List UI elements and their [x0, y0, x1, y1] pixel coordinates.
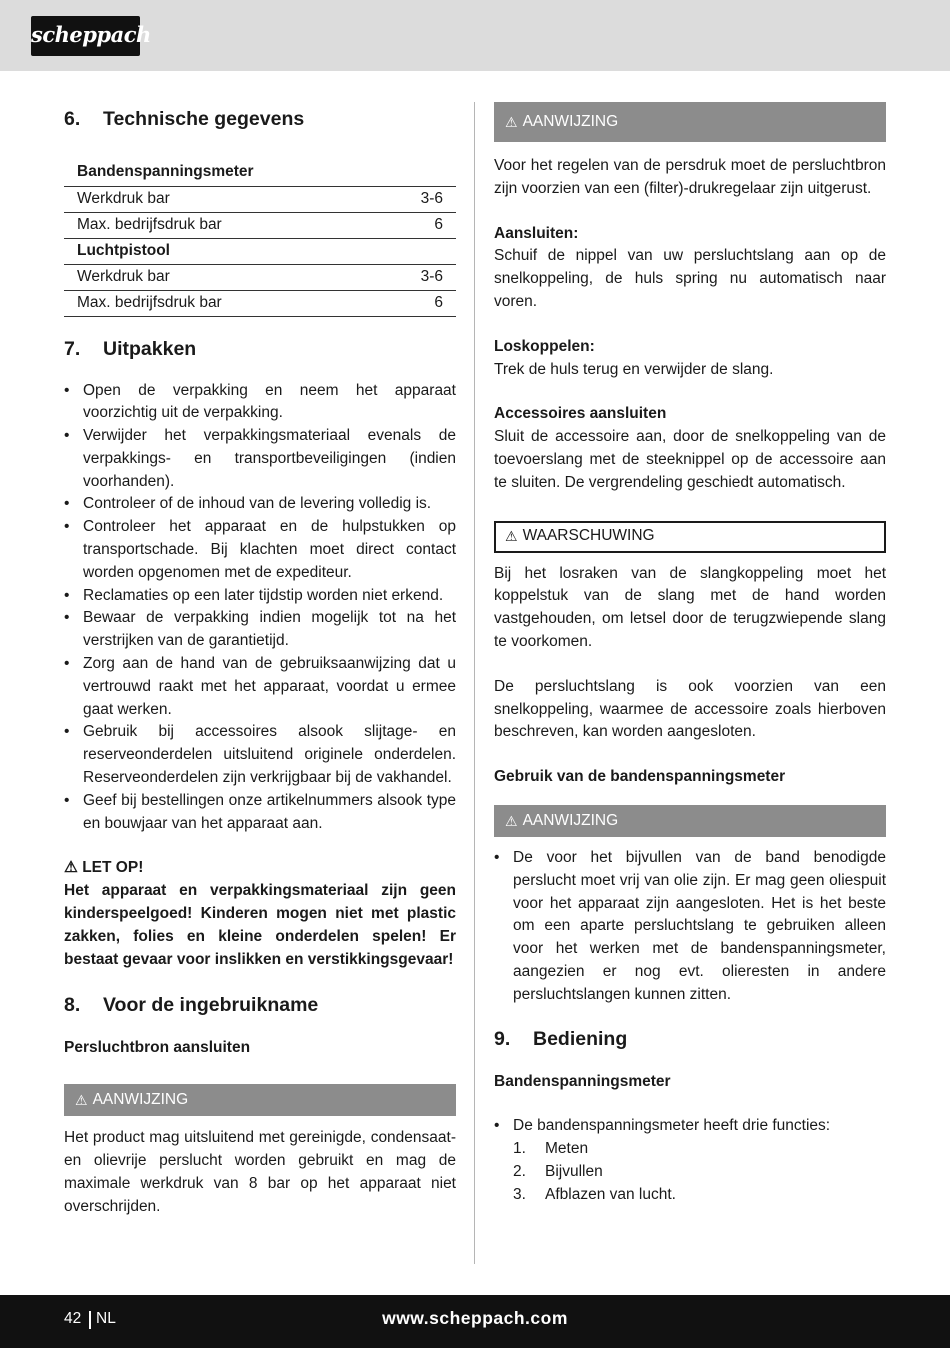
- table-group-label: Bandenspanningsmeter: [64, 160, 380, 186]
- warning-triangle-icon: ⚠: [505, 528, 518, 545]
- technical-data-table: [64, 160, 456, 317]
- notice-box: [64, 1084, 456, 1116]
- section-6-heading: [64, 107, 456, 131]
- body-paragraph: Voor het regelen van de persdruk moet de persluchtbron zijn voorzien van een (filter)-drukregelaar zijn uitgerust.: [494, 157, 886, 197]
- section-number: 9.: [494, 1027, 511, 1050]
- list-item: • Open de verpakking en neem het apparaat voorzichtig uit de verpakking.: [64, 380, 456, 426]
- section-number: 8.: [64, 994, 81, 1017]
- table-row: [64, 186, 456, 212]
- subsection-title: Aansluiten:: [494, 224, 579, 242]
- notice-label: AANWIJZING: [522, 112, 619, 130]
- scheppach-logo: scheppach: [31, 16, 140, 56]
- warning-triangle-icon: ⚠: [505, 113, 518, 130]
- website-link[interactable]: www.scheppach.com: [382, 1308, 568, 1328]
- table-row: [64, 238, 456, 264]
- table-row: [64, 290, 456, 316]
- unpacking-list: [64, 380, 456, 836]
- section-number: 7.: [64, 337, 81, 360]
- body-paragraph: Bij het losraken van de slangkoppeling moet het koppelstuk van de slang met de hand worden vastgehouden, om letsel door de terugzwiepende slang te voorkomen.: [494, 564, 886, 650]
- list-item: • Verwijder het verpakkingsmateriaal evenals de verpakkings- en transportbeveiligingen (indien voorhanden).: [64, 425, 456, 493]
- table-value: [380, 238, 456, 264]
- table-value: 6: [380, 290, 456, 316]
- table-label: Werkdruk bar: [64, 264, 380, 290]
- step-text: Afblazen van lucht.: [545, 1185, 676, 1203]
- step-text: Meten: [545, 1140, 589, 1158]
- section-9-heading: [494, 1027, 886, 1051]
- subsection-title: Persluchtbron aansluiten: [64, 1039, 251, 1057]
- notice-box: [494, 805, 886, 837]
- warning-box: [494, 521, 886, 553]
- step-number: 3.: [513, 1185, 526, 1203]
- operation-list: [494, 1115, 886, 1138]
- function-steps: [494, 1138, 886, 1206]
- warning-triangle-icon: ⚠: [64, 859, 78, 877]
- body-paragraph: Sluit de accessoire aan, door de snelkoppeling van de toevoerslang met de steeknippel op de accessoire aan te sluiten. De vergrendeling geschiedt automatisch.: [494, 428, 886, 491]
- body-paragraph: Schuif de nippel van uw persluchtslang aan op de snelkoppeling, de huls spring nu automatisch naar voren.: [494, 247, 886, 310]
- list-item: • Bewaar de verpakking indien mogelijk tot na het verstrijken van de garantietijd.: [64, 607, 456, 653]
- subsection-title: Accessoires aansluiten: [494, 405, 667, 423]
- section-title: Technische gegevens: [103, 108, 305, 130]
- section-title: Voor de ingebruikname: [103, 994, 319, 1017]
- table-value: 6: [380, 212, 456, 238]
- section-title: Bediening: [533, 1027, 628, 1050]
- list-item: • De bandenspanningsmeter heeft drie functies:: [494, 1115, 886, 1138]
- notice-list: [494, 847, 886, 1007]
- caution-text: Het apparaat en verpakkingsmateriaal zijn geen kinderspeelgoed! Kinderen mogen niet met plastic zakken, folies en kleine onderdelen spelen! Er bestaat gevaar voor inslikken en verstikkingsgevaar!: [64, 882, 456, 968]
- subsection-title: Bandenspanningsmeter: [494, 1072, 671, 1090]
- step-text: Bijvullen: [545, 1162, 603, 1180]
- table-row: [64, 160, 456, 186]
- table-row: [64, 264, 456, 290]
- table-value: 3-6: [380, 264, 456, 290]
- notice-label: AANWIJZING: [522, 811, 619, 829]
- notice-label: AANWIJZING: [92, 1090, 189, 1108]
- list-item: • Zorg aan de hand van de gebruiksaanwijzing dat u vertrouwd raakt met het apparaat, voordat u ermee gaat werken.: [64, 653, 456, 721]
- table-value: [380, 160, 456, 186]
- right-column: [494, 100, 886, 1207]
- table-label: Werkdruk bar: [64, 186, 380, 212]
- warning-triangle-icon: ⚠: [505, 812, 518, 829]
- step-item: [513, 1138, 886, 1161]
- list-item: • Controleer het apparaat en de hulpstukken op transportschade. Bij klachten moet direct contact worden opgenomen met de expediteur.: [64, 516, 456, 584]
- subsection-title: Loskoppelen:: [494, 337, 595, 355]
- table-label: Max. bedrijfsdruk bar: [64, 290, 380, 316]
- section-7-heading: [64, 337, 456, 361]
- warning-triangle-icon: ⚠: [75, 1091, 88, 1108]
- caution-title: LET OP!: [82, 859, 144, 877]
- step-number: 1.: [513, 1140, 526, 1158]
- table-value: 3-6: [380, 186, 456, 212]
- column-divider: [474, 102, 475, 1264]
- step-item: [513, 1184, 886, 1207]
- list-item: • Gebruik bij accessoires alsook slijtage- en reserveonderdelen uitsluitend originele onderdelen. Reserveonderdelen zijn verkrijgbaar bij de vakhandel.: [64, 721, 456, 789]
- subsection-title: Gebruik van de bandenspanningsmeter: [494, 768, 786, 786]
- list-item: • De voor het bijvullen van de band benodigde perslucht moet vrij van olie zijn. Er mag geen oliespuit voor het apparaat zijn aangesloten. Het is het beste om een aparte persluchtslang te gebruiken alleen voor het werken met de bandenspanningsmeter, aangezien er nog evt. olieresten in andere persluchtslangen kunnen zitten.: [494, 847, 886, 1007]
- left-column: [64, 100, 456, 1218]
- footer-bar: [0, 1295, 950, 1348]
- page-number: 42: [64, 1310, 82, 1327]
- step-number: 2.: [513, 1162, 526, 1180]
- caution-heading: [64, 857, 456, 880]
- notice-box: [494, 102, 886, 142]
- table-row: [64, 212, 456, 238]
- body-paragraph: Trek de huls terug en verwijder de slang.: [494, 360, 774, 378]
- section-number: 6.: [64, 108, 81, 130]
- warning-label: WAARSCHUWING: [522, 527, 655, 545]
- table-label: Max. bedrijfsdruk bar: [64, 212, 380, 238]
- body-paragraph: De persluchtslang is ook voorzien van een snelkoppeling, waarmee de accessoire zoals hierboven beschreven, kan worden aangesloten.: [494, 677, 886, 741]
- body-paragraph: Het product mag uitsluitend met gereinigde, condensaat- en olievrije perslucht worden gebruikt en mag de maximale werkdruk van 8 bar op het apparaat niet overschrijden.: [64, 1129, 456, 1215]
- list-item: • Controleer of de inhoud van de levering volledig is.: [64, 493, 456, 516]
- section-8-heading: [64, 993, 456, 1017]
- step-item: [513, 1161, 886, 1184]
- list-item: • Geef bij bestellingen onze artikelnummers alsook type en bouwjaar van het apparaat aan.: [64, 790, 456, 836]
- table-group-label: Luchtpistool: [64, 238, 380, 264]
- section-title: Uitpakken: [103, 337, 197, 360]
- language-code: NL: [96, 1310, 116, 1327]
- list-item: • Reclamaties op een later tijdstip worden niet erkend.: [64, 585, 456, 608]
